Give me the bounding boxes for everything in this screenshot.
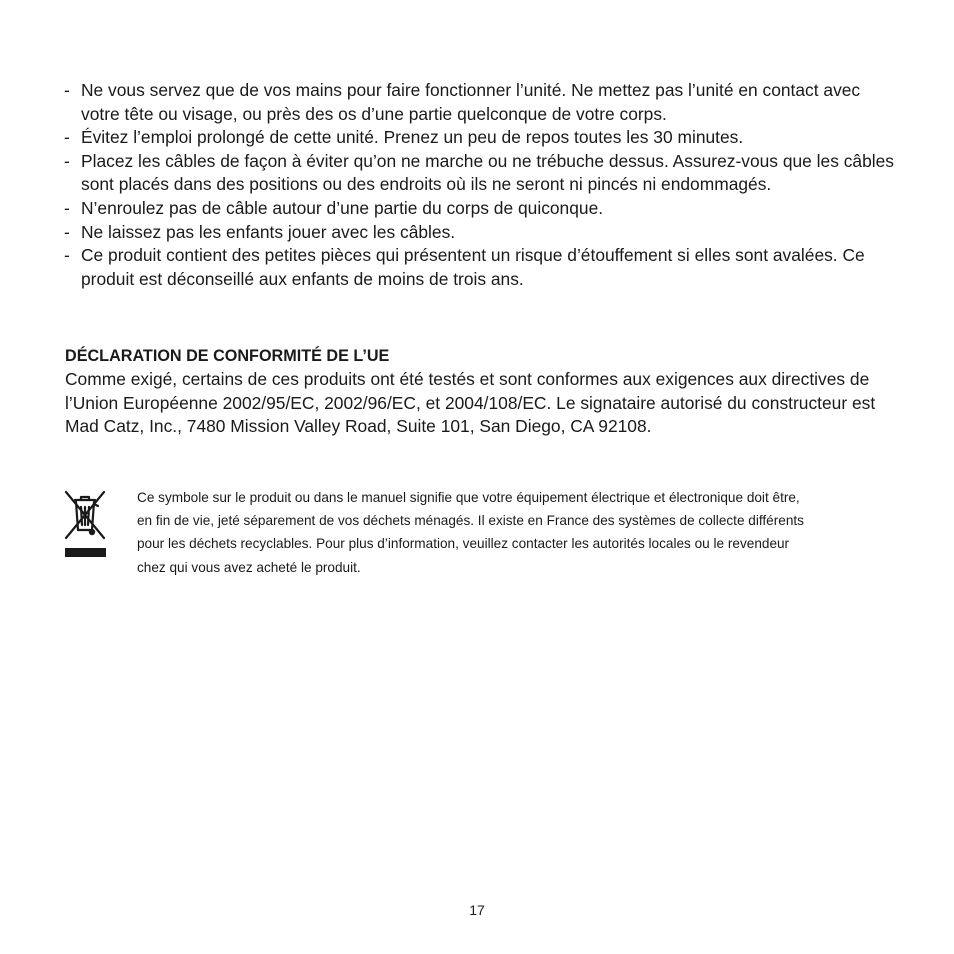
eu-declaration-section: [65, 344, 895, 439]
bullet-dash: -: [64, 245, 70, 266]
crossed-out-wheelie-bin-icon: [64, 488, 108, 560]
eu-declaration-title: DÉCLARATION DE CONFORMITÉ DE L’UE: [65, 347, 390, 365]
list-item: [64, 221, 894, 245]
list-item: [64, 79, 894, 126]
bullet-text: Ce produit contient des petites pièces qui présentent un risque d’étouffement si elles sont avalées. Ce produit est déconseillé aux enfants de moins de trois ans.: [81, 245, 865, 289]
eu-declaration-body: Comme exigé, certains de ces produits ont été testés et sont conformes aux exigences aux directives de l’Union Européenne 2002/95/EC, 2002/96/EC, et 2004/108/EC. Le signataire autorisé du constructeur est Mad Catz, Inc., 7480 Mission Valley Road, Suite 101, San Diego, CA 92108.: [65, 369, 876, 437]
page-number: 17: [469, 902, 485, 918]
list-item: [64, 150, 894, 197]
list-item: [64, 244, 894, 291]
weee-disposal-notice: Ce symbole sur le produit ou dans le manuel signifie que votre équipement électrique et électronique doit être, en fin de vie, jeté séparement de vos déchets ménagés. Il existe en France des systèmes de collecte différents pour les déchets recyclables. Pour plus d’information, veuillez contacter les autorités locales ou le revendeur chez qui vous avez acheté le produit.: [137, 490, 804, 575]
bullet-dash: -: [64, 221, 70, 242]
bullet-text: N’enroulez pas de câble autour d’une partie du corps de quiconque.: [81, 197, 604, 218]
list-item: [64, 197, 894, 221]
bullet-text: Évitez l’emploi prolongé de cette unité. Prenez un peu de repos toutes les 30 minutes.: [81, 127, 744, 148]
bullet-dash: -: [64, 127, 70, 148]
bullet-dash: -: [64, 197, 70, 218]
safety-bullet-list: [64, 79, 894, 291]
bullet-dash: -: [64, 150, 70, 171]
list-item: [64, 126, 894, 150]
bullet-text: Ne vous servez que de vos mains pour faire fonctionner l’unité. Ne mettez pas l’unité en contact avec votre tête ou visage, ou près des os d’une partie quelconque de votre corps.: [81, 80, 861, 124]
bullet-text: Placez les câbles de façon à éviter qu’on ne marche ou ne trébuche dessus. Assurez-vous que les câbles sont placés dans des positions ou des endroits où ils ne seront ni pincés ni endommagés.: [81, 150, 895, 195]
bullet-dash: -: [64, 80, 70, 100]
bullet-text: Ne laissez pas les enfants jouer avec les câbles.: [81, 221, 456, 242]
